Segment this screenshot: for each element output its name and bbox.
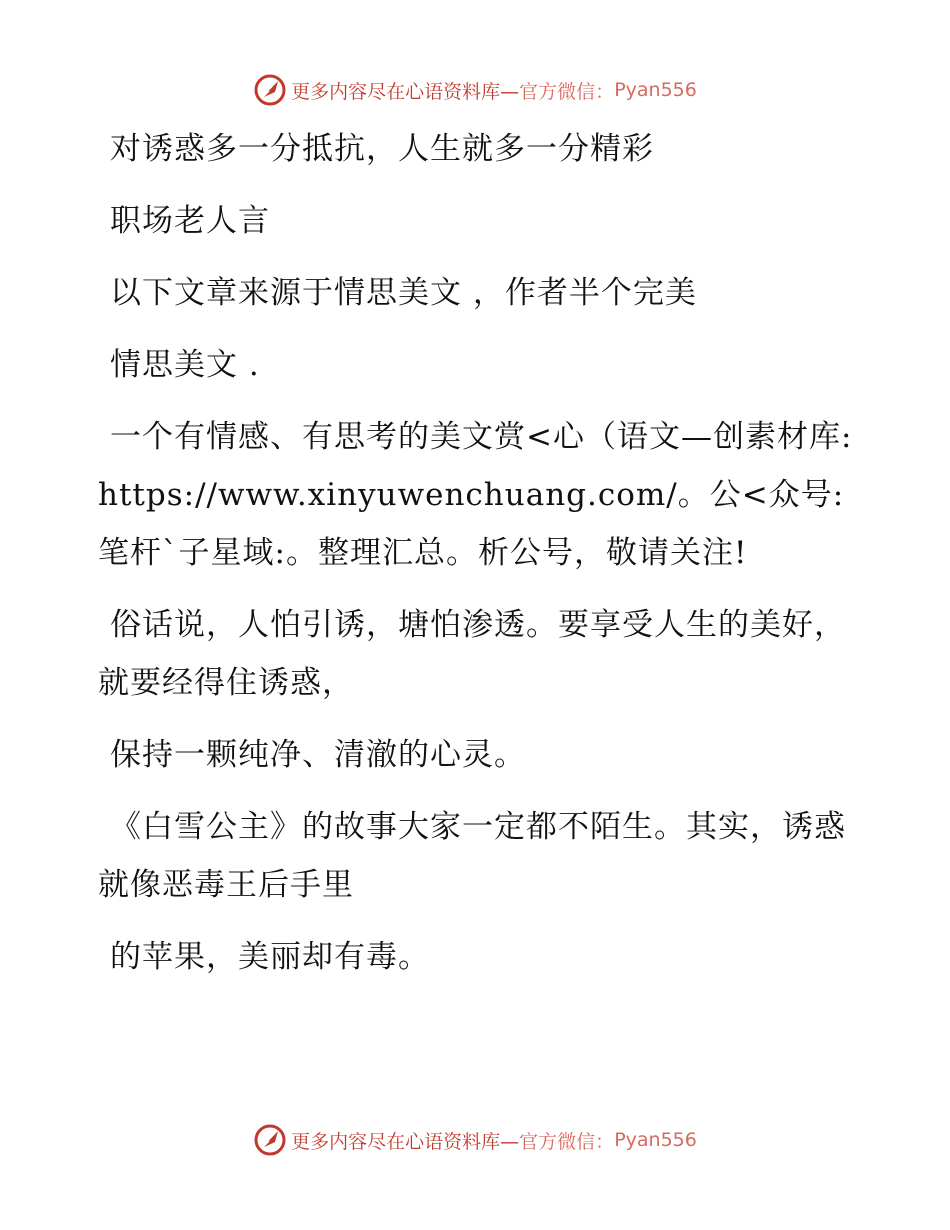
footer-watermark [0, 1122, 950, 1158]
paragraph-body-4: 的苹果，美丽却有毒。 [110, 939, 430, 975]
paragraph-body-3: 《白雪公主》的故事大家一定都不陌生。其实，诱惑就像恶毒王后手里 [98, 809, 846, 903]
paragraph-source-note: 以下文章来源于情思美文 ，作者半个完美 [110, 275, 697, 311]
paragraph-intro: 一个有情感、有思考的美文赏<心（语文—创素材库: https://www.xinyuwenchuang.com/。公<众号: 笔杆`子星域:。整理汇总。析公号，敬请关注! [98, 419, 864, 571]
quill-pen-logo-icon [253, 73, 287, 107]
watermark-wechat-id: Pyan556 [614, 79, 697, 101]
paragraph-title: 对诱惑多一分抵抗，人生就多一分精彩 [110, 131, 654, 167]
watermark-text: 更多内容尽在心语资料库— [291, 80, 520, 103]
watermark-wechat-label: 官方微信： [519, 1130, 615, 1153]
paragraph-body-2: 保持一颗纯净、清澈的心灵。 [110, 737, 526, 773]
watermark-wechat-label: 官方微信： [519, 80, 615, 103]
paragraph-body-1: 俗话说，人怕引诱，塘怕渗透。要享受人生的美好，就要经得住诱惑， [98, 607, 846, 701]
watermark-wechat-id: Pyan556 [614, 1129, 697, 1151]
watermark-text: 更多内容尽在心语资料库— [291, 1130, 520, 1153]
paragraph-source-account: 职场老人言 [110, 203, 270, 239]
paragraph-source-name: 情思美文 . [110, 347, 260, 383]
header-watermark [0, 72, 950, 108]
document-body [98, 120, 864, 1000]
quill-pen-logo-icon [253, 1123, 287, 1157]
